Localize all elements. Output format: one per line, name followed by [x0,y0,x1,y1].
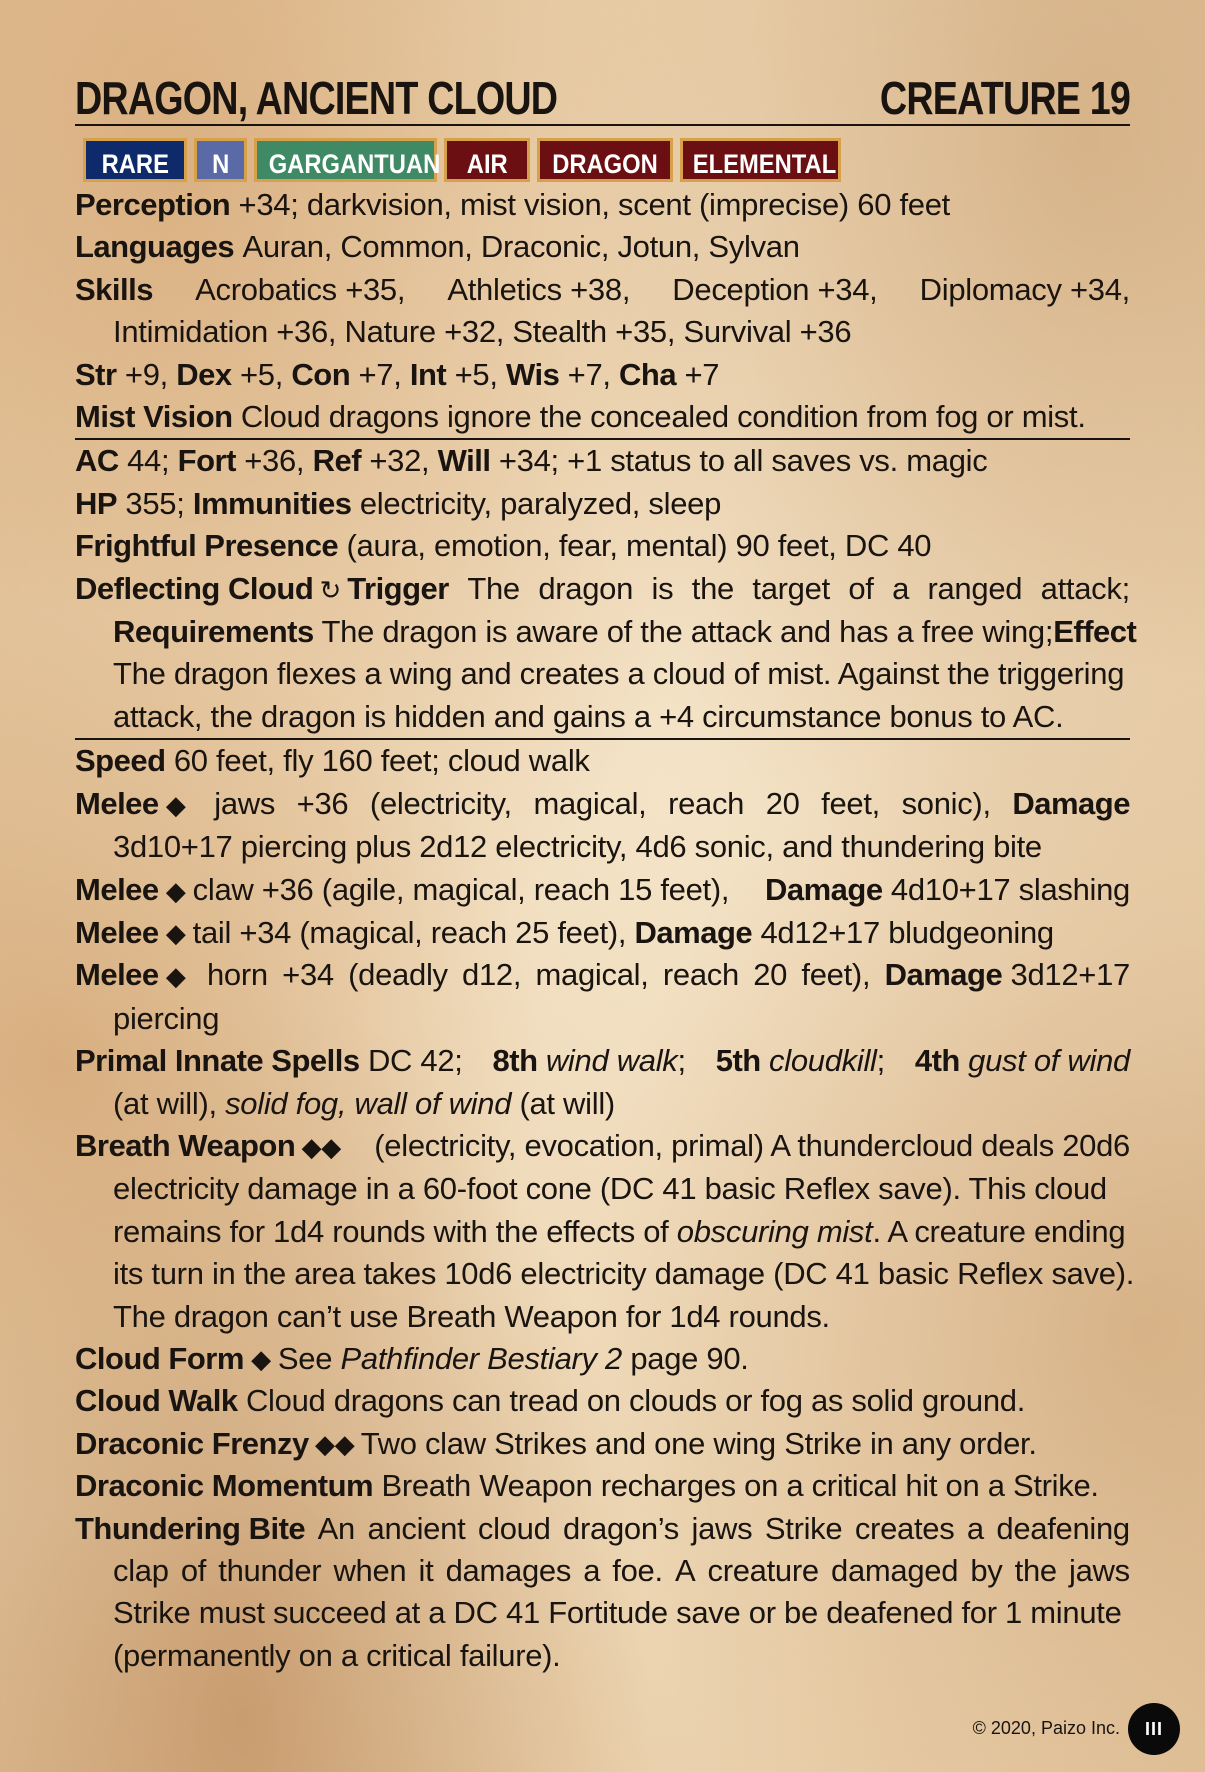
word: reach [662,957,739,993]
word: deafening [996,1510,1130,1546]
word: An [317,1510,355,1546]
breath-weapon-text: The dragon can’t use Breath Weapon for 1d4 rounds. [113,1298,830,1334]
spells-dc: DC 42; [367,1043,463,1079]
mist-vision-text: Cloud dragons ignore the concealed condition from fog or mist. [240,399,1086,435]
spell-name: gust of wind [968,1043,1130,1079]
str-label: Str [75,356,117,392]
horn-damage-type: piercing [113,1000,220,1036]
melee-label: Melee [75,914,159,950]
hp-line [75,483,1130,525]
cloud-form-text: See [277,1340,333,1376]
breath-weapon-line-2 [75,1168,1130,1210]
spells-line-2 [75,1083,1130,1125]
spells-line: Primal Innate Spells DC 42; 8th wind walk; 5th cloudkill; 4th gust of wind [75,1043,1130,1079]
two-actions-icon: ◆◆ [315,1428,355,1459]
thundering-bite-text: (permanently on a critical failure). [113,1637,561,1673]
word: feet), [801,957,871,993]
breath-weapon-text: . A creature ending [872,1213,1126,1249]
draconic-frenzy-text: Two claw Strikes and one wing Strike in any order. [360,1425,1037,1461]
trait-elemental: ELEMENTAL [680,138,841,182]
trait-dragon: DRAGON [537,138,673,182]
ac-value: 44; [127,443,170,479]
one-action-icon: ◆ [251,1343,271,1374]
word: (deadly [348,957,448,993]
trigger-label: Trigger [347,570,449,606]
deflecting-cloud-line-3 [75,653,1130,695]
word: magical, [533,785,647,821]
word: jaws [214,785,276,821]
claw-attack: claw +36 (agile, magical, reach 15 feet), [192,871,730,907]
deflecting-cloud-line-4 [75,696,1130,740]
trait-size: GARGANTUAN [254,138,437,182]
immunities-value: electricity, paralyzed, sleep [359,485,722,521]
thundering-bite-line-3 [75,1592,1130,1634]
word: is [651,570,674,606]
fort-label: Fort [177,443,236,479]
word: attack; [1040,570,1130,606]
creature-name: DRAGON, ANCIENT CLOUD [75,72,558,124]
skills-label: Skills [75,271,153,307]
breath-weapon-text: remains for 1d4 rounds with the effects of [113,1213,669,1249]
word: dragon [538,570,634,606]
one-action-icon: ◆ [165,789,186,820]
word: dragon’s [563,1510,680,1546]
mist-vision-label: Mist Vision [75,399,233,435]
effect-text: attack, the dragon is hidden and gains a +4 circumstance bonus to AC. [113,698,1064,734]
mist-vision-line [75,396,1130,440]
hp-label: HP [75,485,118,521]
draconic-frenzy-label: Draconic Frenzy [75,1425,309,1461]
con-label: Con [291,356,351,392]
word: feet, [821,785,880,821]
word: ranged [927,570,1023,606]
two-actions-icon: ◆◆ [301,1131,341,1162]
breath-weapon-line-3 [75,1211,1130,1253]
cloud-form-line [75,1338,1130,1380]
word: by [970,1553,1003,1588]
thundering-bite-line [75,1508,1130,1550]
spell-rank: 4th [914,1043,960,1079]
claw-damage: 4d10+17 slashing [890,871,1130,907]
word: +34 [282,957,334,993]
will-value: +34; +1 status to all saves vs. magic [498,443,988,479]
word: creates [854,1510,955,1546]
word: target [752,570,830,606]
skills-line-2 [75,311,1130,353]
skill-entry: Deception +34, [672,271,878,307]
skills-continued: Intimidation +36, Nature +32, Stealth +35, Survival +36 [113,314,852,350]
word: it [418,1553,434,1588]
page-badge: III [1128,1703,1180,1755]
melee-horn-line [75,954,1130,997]
word: sonic), [901,785,991,821]
breath-weapon-text: (electricity, evocation, primal) A thundercloud deals 20d6 [374,1127,1130,1163]
melee-label: Melee [75,871,159,907]
effect-label: Effect [1053,614,1137,650]
thundering-bite-line-4 [75,1635,1130,1677]
word: horn [206,957,268,993]
spell-rank: 8th [492,1043,538,1079]
draconic-momentum-line [75,1465,1130,1507]
deflecting-cloud-line-2 [75,611,1137,653]
word: a [892,570,910,606]
wis-label: Wis [505,356,560,392]
melee-jaws-line [75,783,1130,826]
trait-rare: RARE [83,138,187,182]
spells-label: Primal Innate Spells [75,1043,360,1079]
one-action-icon: ◆ [165,917,186,948]
melee-claw-line [75,869,1130,912]
draconic-momentum-label: Draconic Momentum [75,1468,374,1504]
damage-label: Damage [764,871,883,907]
wis-value: +7, [567,356,611,392]
word: clap [113,1553,169,1588]
dex-value: +5, [240,356,284,392]
trait-air: AIR [444,138,530,182]
word: ancient [367,1510,466,1546]
one-action-icon: ◆ [165,875,186,906]
word: the [1014,1553,1057,1588]
effect-text: The dragon flexes a wing and creates a cloud of mist. Against the triggering [113,656,1125,692]
thundering-bite-label: Thundering Bite [75,1510,306,1546]
perception-line [75,184,1130,226]
word: 20 [765,785,800,821]
word: The [467,570,520,606]
trait-alignment: N [194,138,247,182]
word: damaged [831,1553,959,1588]
spell-name: cloudkill [769,1043,877,1079]
word: foe. [612,1553,663,1588]
one-action-icon: ◆ [165,961,186,992]
cloud-walk-label: Cloud Walk [75,1383,238,1419]
con-value: +7, [358,356,402,392]
cloud-walk-text: Cloud dragons can tread on clouds or fog as solid ground. [245,1383,1026,1419]
frightful-presence-line [75,525,1130,567]
perception-label: Perception [75,187,231,222]
word: A [674,1553,696,1588]
word: damages [445,1553,572,1588]
frightful-presence-label: Frightful Presence [75,528,339,564]
word: cloud [477,1510,551,1546]
tail-damage: 4d12+17 bludgeoning [760,914,1054,950]
fort-value: +36, [244,443,305,479]
word: reach [668,785,745,821]
reaction-arrow-icon: ↻ [319,574,342,605]
breath-weapon-label: Breath Weapon [75,1127,296,1163]
ref-value: +32, [369,443,430,479]
cloud-walk-line [75,1380,1130,1422]
deflecting-cloud-label: Deflecting Cloud [75,570,314,606]
trait-row [75,138,1130,182]
skills-line [75,269,1130,311]
copyright-notice: © 2020, Paizo Inc. [972,1718,1120,1738]
word: +36 [296,785,349,821]
word: of [848,570,874,606]
spell-rank: 5th [715,1043,761,1079]
breath-weapon-text: its turn in the area takes 10d6 electricity damage (DC 41 basic Reflex save). [113,1256,1135,1292]
requirements-label: Requirements [113,614,314,650]
defense-line [75,440,1130,482]
word: jaws [1069,1553,1130,1588]
spell-frequency: (at will), [113,1085,217,1121]
draconic-frenzy-line [75,1423,1130,1465]
ref-label: Ref [312,443,362,479]
int-label: Int [409,356,447,392]
spell-name: solid fog, wall of wind [225,1085,512,1121]
languages-value: Auran, Common, Draconic, Jotun, Sylvan [242,229,800,265]
thundering-bite-text: Strike must succeed at a DC 41 Fortitude save or be deafened for 1 minute [113,1595,1122,1631]
stat-block-header [75,70,1130,126]
speed-value: 60 feet, fly 160 feet; cloud walk [173,743,590,779]
damage-label: Damage [884,957,1003,993]
melee-label: Melee [75,957,159,993]
word: a [966,1510,984,1546]
cha-label: Cha [619,356,677,392]
jaws-damage: 3d10+17 piercing plus 2d12 electricity, 4d6 sonic, and thundering bite [113,829,1042,865]
damage-label: Damage [634,914,753,950]
word: (electricity, [369,785,512,821]
breath-weapon-text: electricity damage in a 60-foot cone (DC 41 basic Reflex save). This cloud [113,1171,1107,1207]
int-value: +5, [454,356,498,392]
languages-line [75,226,1130,268]
speed-label: Speed [75,743,166,779]
hp-value: 355; [125,485,185,521]
immunities-label: Immunities [192,485,352,521]
breath-weapon-line-5 [75,1296,1130,1338]
dex-label: Dex [176,356,232,392]
word: a [583,1553,601,1588]
speed-line [75,740,1130,782]
word: the [691,570,734,606]
melee-horn-line-2 [75,998,1130,1040]
melee-jaws-line-2 [75,826,1130,868]
tail-attack: tail +34 (magical, reach 25 feet), [192,914,627,950]
word: creature [707,1553,819,1588]
book-title: Pathfinder Bestiary 2 [340,1340,622,1376]
skill-entry: Acrobatics +35, [195,271,406,307]
word: d12, [462,957,522,993]
skill-entry: Athletics +38, [447,271,631,307]
spell-name: wind walk [545,1043,678,1079]
skill-entry: Diplomacy +34, [919,271,1130,307]
breath-weapon-line-4 [75,1253,1135,1295]
will-label: Will [437,443,491,479]
ac-label: AC [75,443,119,479]
cha-value: +7 [684,356,720,392]
horn-damage: 3d12+17 [1010,957,1130,993]
word: thunder [218,1553,322,1588]
melee-label: Melee [75,785,159,821]
melee-tail-line [75,912,1130,954]
word: magical, [535,957,649,993]
spell-name: obscuring mist [676,1213,873,1249]
requirements-text: The dragon is aware of the attack and has a free wing; [321,614,1054,650]
creature-level: CREATURE 19 [879,72,1130,124]
spell-frequency: (at will) [519,1085,615,1121]
deflecting-cloud-line [75,568,1130,611]
cloud-form-text: page 90. [630,1340,749,1376]
ability-modifiers [75,354,1130,396]
cloud-form-label: Cloud Form [75,1340,244,1376]
damage-label: Damage [1012,785,1130,821]
frightful-presence-text: (aura, emotion, fear, mental) 90 feet, DC 40 [346,528,932,564]
word: jaws [691,1510,753,1546]
breath-weapon-line [75,1125,1130,1168]
stat-block-body [75,184,1137,1677]
word: Strike [764,1510,843,1546]
word: of [180,1553,207,1588]
word: 20 [753,957,788,993]
perception-value: +34; darkvision, mist vision, scent (imprecise) 60 feet [238,187,950,222]
draconic-momentum-text: Breath Weapon recharges on a critical hit on a Strike. [381,1468,1099,1504]
str-value: +9, [124,356,168,392]
languages-label: Languages [75,229,235,265]
thundering-bite-line-2 [75,1550,1130,1592]
word: when [333,1553,407,1588]
